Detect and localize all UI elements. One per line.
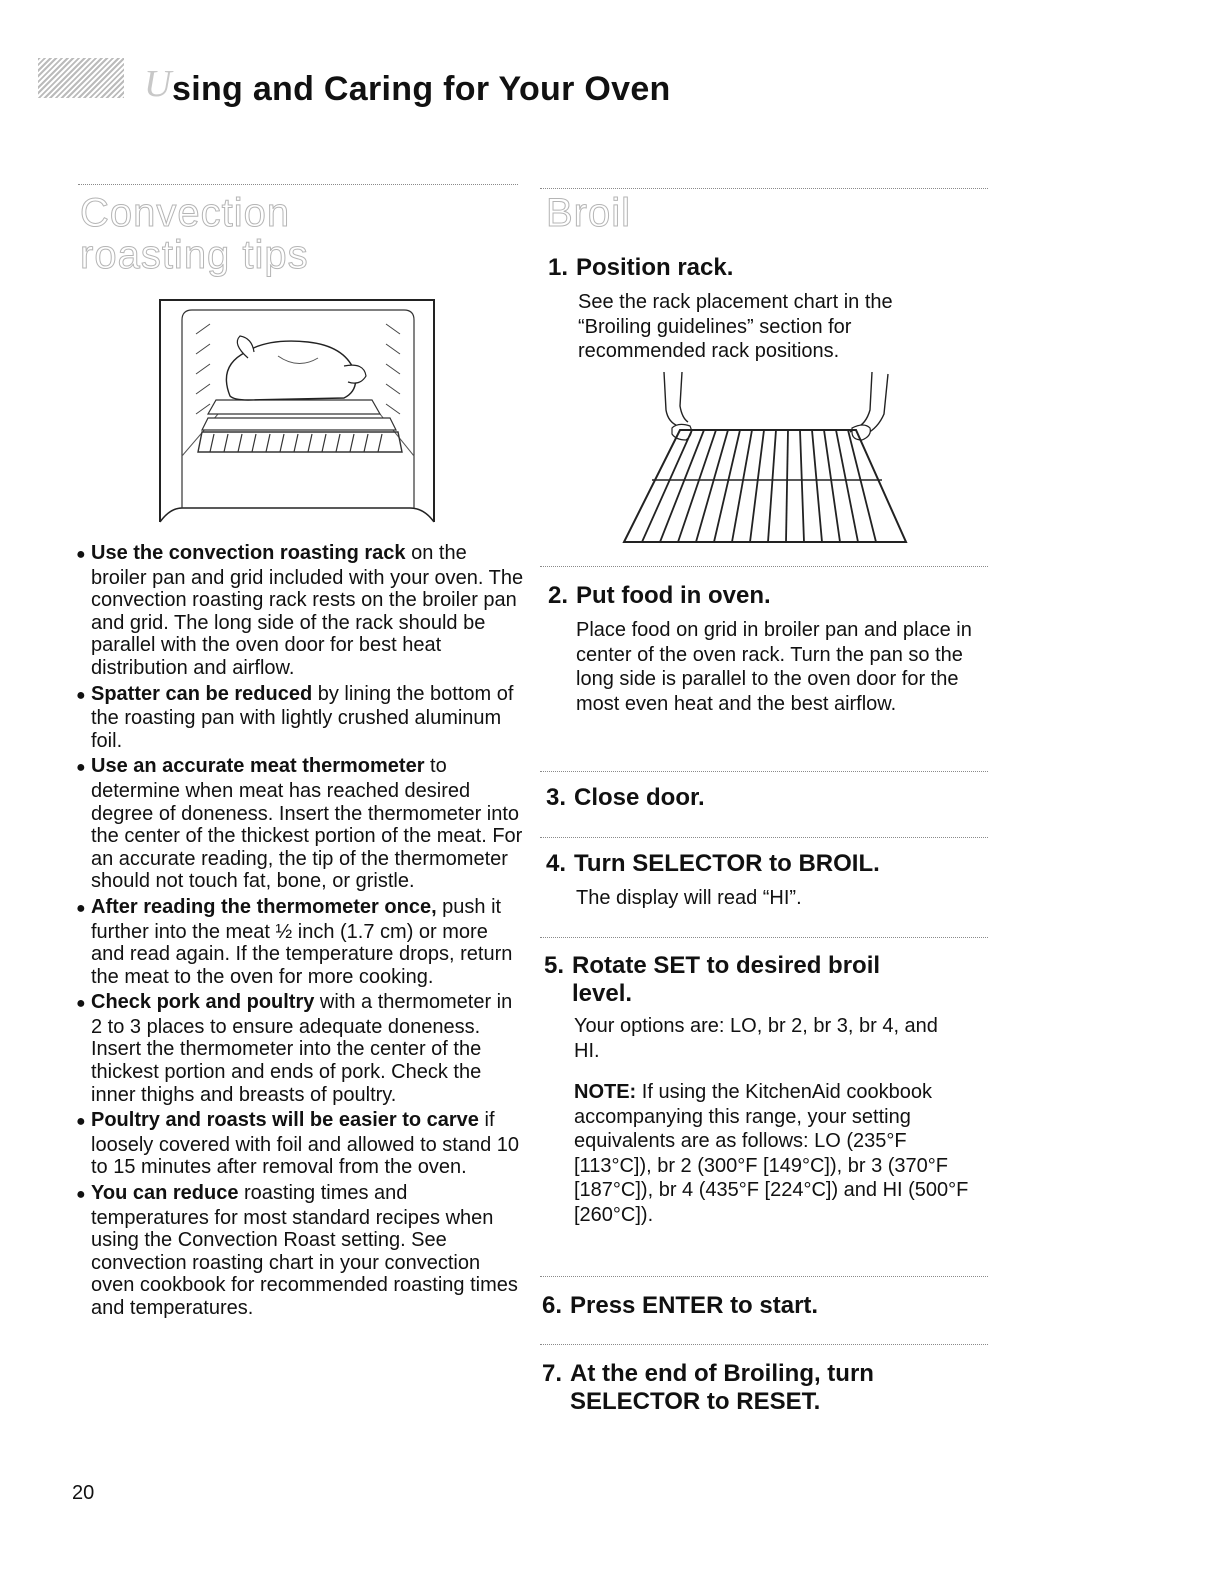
step-2-title: 2. Put food in oven. <box>548 582 771 609</box>
divider <box>540 837 988 838</box>
bullet-icon: ● <box>76 1186 86 1204</box>
step-5-text: Your options are: LO, br 2, br 3, br 4, and HI. <box>574 1015 938 1062</box>
step-4-title: 4. Turn SELECTOR to BROIL. <box>546 850 880 877</box>
step-3-title: 3. Close door. <box>546 784 705 811</box>
bullet-icon: ● <box>76 899 86 917</box>
bullet-icon: ● <box>76 995 86 1013</box>
step-2-text: Place food on grid in broiler pan and place in center of the oven rack. Turn the pan so the long side is parallel to the oven door for the most even heat and the best airflow. <box>576 619 972 715</box>
broil-heading: Broil <box>546 191 632 235</box>
oven-rack-illustration <box>620 370 910 546</box>
divider <box>540 937 988 938</box>
convection-tips-list <box>76 542 526 1323</box>
step-6-title: 6. Press ENTER to start. <box>542 1292 819 1319</box>
divider <box>540 771 988 772</box>
convection-heading-line1: Convection <box>80 191 291 235</box>
step-4-text: The display will read “HI”. <box>576 887 802 909</box>
convection-heading-line2: roasting tips <box>80 233 309 277</box>
header-initial-glyph: U <box>144 63 172 105</box>
bullet-icon: ● <box>76 759 86 777</box>
divider <box>540 188 988 189</box>
oven-with-turkey-illustration <box>158 296 438 524</box>
divider <box>540 1276 988 1277</box>
tip-item: ● After reading the thermometer once, push it further into the meat ½ inch (1.7 cm) or more and read again. If the temperature drops, return the meat to the oven for more cooking. <box>76 895 513 988</box>
step-7-title: 7. At the end of Broiling, turn SELECTOR to RESET. <box>542 1360 874 1415</box>
divider <box>540 1344 988 1345</box>
bullet-icon: ● <box>76 1113 86 1131</box>
divider <box>78 184 518 185</box>
tip-item: ● Use the convection roasting rack on the broiler pan and grid included with your oven. The convection roasting rack rests on the broiler pan and grid. The long side of the rack should be parallel with the oven door for best heat distribution and airflow. <box>76 542 524 679</box>
step-5-title: 5. Rotate SET to desired broil level. <box>544 952 881 1007</box>
divider <box>540 566 988 567</box>
bullet-icon: ● <box>76 686 86 704</box>
step-1-text: See the rack placement chart in the “Broiling guidelines” section for recommended rack positions. <box>578 291 893 363</box>
bullet-icon: ● <box>76 546 86 563</box>
step-5-note: NOTE: If using the KitchenAid cookbook accompanying this range, your setting equivalents are as follows: LO (235°F [113°C]), br 2 (300°F [149°C]), br 3 (370°F [187°C]), br 4 (435°F [224°C]) and HI (500°F [260°C]). <box>574 1081 969 1226</box>
tip-item: ● Check pork and poultry with a thermometer in 2 to 3 places to ensure adequate doneness. Insert the thermometer into the center of the thickest portion and ends of pork. Check the inner thighs and breasts of poultry. <box>76 991 513 1106</box>
tip-item: ● You can reduce roasting times and temperatures for most standard recipes when using the Convection Roast setting. See convection roasting chart in your convection oven cookbook for recommended roasting times and temperatures. <box>76 1182 518 1319</box>
page-number: 20 <box>72 1482 95 1504</box>
tip-item: ● Use an accurate meat thermometer to determine when meat has reached desired degree of doneness. Insert the thermometer into the center of the thickest portion of the meat. For an accurate reading, the tip of the thermometer should not touch fat, bone, or gristle. <box>76 755 523 893</box>
header-ornament <box>38 58 124 98</box>
page-title: sing and Caring for Your Oven <box>172 70 671 108</box>
tip-item: ● Spatter can be reduced by lining the bottom of the roasting pan with lightly crushed aluminum foil. <box>76 682 514 752</box>
tip-item: ● Poultry and roasts will be easier to carve if loosely covered with foil and allowed to stand 10 to 15 minutes after removal from the oven. <box>76 1109 520 1179</box>
step-1-title: 1. Position rack. <box>548 254 734 281</box>
